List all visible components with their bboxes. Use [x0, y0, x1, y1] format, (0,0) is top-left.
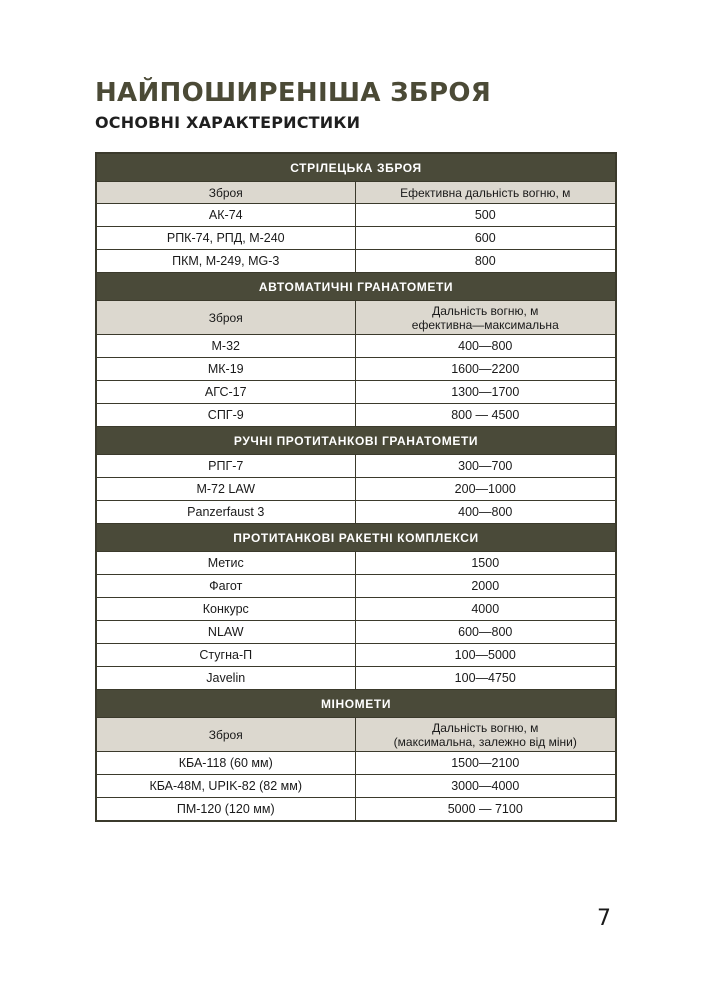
table-row [96, 250, 616, 273]
range-value: 1500 [355, 552, 616, 575]
table-row [96, 752, 616, 775]
section-title: СТРІЛЕЦЬКА ЗБРОЯ [96, 153, 616, 182]
table-row [96, 204, 616, 227]
section-header-anti-tank-grenade-launchers [96, 427, 616, 455]
table-row [96, 798, 616, 822]
range-value: 2000 [355, 575, 616, 598]
column-header-range-line: (максимальна, залежно від міни) [393, 734, 577, 749]
table-row [96, 644, 616, 667]
table-row [96, 552, 616, 575]
column-header-range-line: Ефективна дальність вогню, м [400, 185, 571, 200]
range-value: 600—800 [355, 621, 616, 644]
column-header-weapon: Зброя [96, 718, 355, 752]
column-header-range [355, 301, 616, 335]
section-header-automatic-grenade-launchers [96, 273, 616, 301]
weapon-name: Метис [96, 552, 355, 575]
section-header-mortars [96, 690, 616, 718]
table-row [96, 478, 616, 501]
table-row [96, 358, 616, 381]
column-header-range [355, 718, 616, 752]
weapon-name: М-32 [96, 335, 355, 358]
range-value: 500 [355, 204, 616, 227]
column-header-weapon: Зброя [96, 182, 355, 204]
weapon-name: КБА-48М, UPIK-82 (82 мм) [96, 775, 355, 798]
range-value: 400—800 [355, 335, 616, 358]
section-title: ПРОТИТАНКОВІ РАКЕТНІ КОМПЛЕКСИ [96, 524, 616, 552]
weapon-name: АК-74 [96, 204, 355, 227]
range-value: 4000 [355, 598, 616, 621]
column-header-weapon: Зброя [96, 301, 355, 335]
page-subtitle: ОСНОВНІ ХАРАКТЕРИСТИКИ [95, 113, 361, 132]
range-value: 100—5000 [355, 644, 616, 667]
range-value: 5000 — 7100 [355, 798, 616, 822]
page-number: 7 [597, 906, 611, 931]
weapon-name: ПМ-120 (120 мм) [96, 798, 355, 822]
range-value: 1500—2100 [355, 752, 616, 775]
weapon-name: Фагот [96, 575, 355, 598]
weapon-name: Panzerfaust 3 [96, 501, 355, 524]
range-value: 400—800 [355, 501, 616, 524]
weapon-name: Javelin [96, 667, 355, 690]
weapon-name: МК-19 [96, 358, 355, 381]
table-row [96, 575, 616, 598]
range-value: 800 — 4500 [355, 404, 616, 427]
section-title: МІНОМЕТИ [96, 690, 616, 718]
table-row [96, 621, 616, 644]
table-row [96, 667, 616, 690]
column-header-range-line: ефективна—максимальна [411, 317, 559, 332]
column-header-row [96, 301, 616, 335]
section-header-anti-tank-missile-systems [96, 524, 616, 552]
section-title: АВТОМАТИЧНІ ГРАНАТОМЕТИ [96, 273, 616, 301]
range-value: 800 [355, 250, 616, 273]
table-row [96, 335, 616, 358]
weapon-name: КБА-118 (60 мм) [96, 752, 355, 775]
section-title: РУЧНІ ПРОТИТАНКОВІ ГРАНАТОМЕТИ [96, 427, 616, 455]
section-header-small-arms [96, 153, 616, 182]
range-value: 100—4750 [355, 667, 616, 690]
table-row [96, 501, 616, 524]
weapon-name: М-72 LAW [96, 478, 355, 501]
table-row [96, 404, 616, 427]
range-value: 300—700 [355, 455, 616, 478]
range-value: 3000—4000 [355, 775, 616, 798]
weapons-spec-table [95, 152, 617, 822]
weapon-name: NLAW [96, 621, 355, 644]
range-value: 200—1000 [355, 478, 616, 501]
weapon-name: Стугна-П [96, 644, 355, 667]
table-row [96, 775, 616, 798]
page-title: НАЙПОШИРЕНІША ЗБРОЯ [95, 78, 492, 108]
table-row [96, 227, 616, 250]
table-row [96, 381, 616, 404]
range-value: 600 [355, 227, 616, 250]
weapon-name: АГС-17 [96, 381, 355, 404]
table-row [96, 598, 616, 621]
weapon-name: ПКМ, М-249, MG-3 [96, 250, 355, 273]
column-header-range-line: Дальність вогню, м [432, 720, 539, 735]
weapon-name: РПК-74, РПД, М-240 [96, 227, 355, 250]
column-header-range-line: Дальність вогню, м [432, 303, 539, 318]
column-header-range [355, 182, 616, 204]
table-row [96, 455, 616, 478]
column-header-row [96, 718, 616, 752]
range-value: 1600—2200 [355, 358, 616, 381]
column-header-row [96, 182, 616, 204]
weapon-name: СПГ-9 [96, 404, 355, 427]
weapon-name: Конкурс [96, 598, 355, 621]
weapon-name: РПГ-7 [96, 455, 355, 478]
range-value: 1300—1700 [355, 381, 616, 404]
